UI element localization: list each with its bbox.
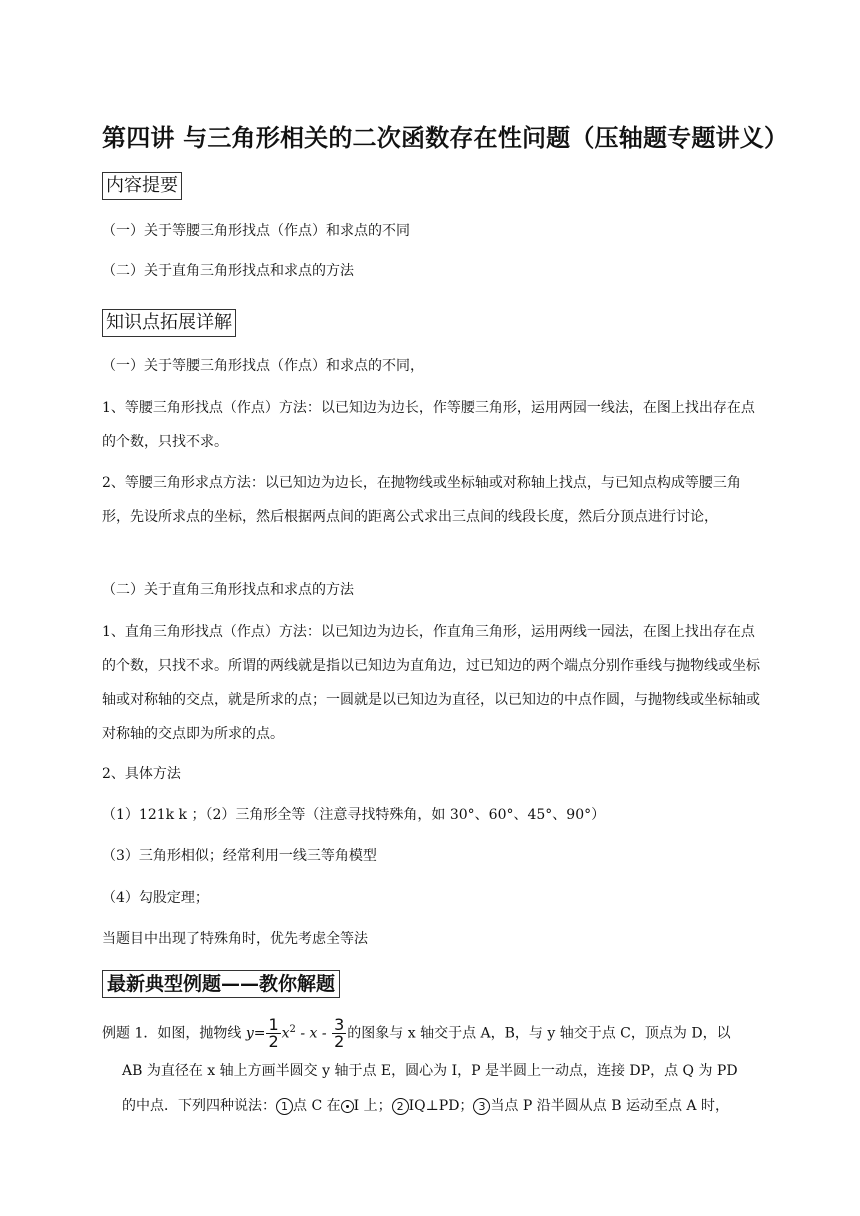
example-1-line-3 [122,1096,729,1116]
knowledge-paragraph-3: 1、直角三角形找点（作点）方法：以已知边为边长，作直角三角形，运用两线一园法，在图上找出存在点的个数，只找不求。所谓的两线就是指以已知边为直角边，过已知边的两个端点分别作垂线与抛物线或坐标轴或对称轴的交点，就是所求的点；一圆就是以已知边为直径，以已知边的中点作圆，与抛物线或坐标轴或对称轴的交点即为所求的点。 [102,624,760,742]
line3-part-b: 点 C 在 [293,1098,341,1114]
circle-symbol-icon [341,1100,354,1113]
knowledge-paragraph-1: 1、等腰三角形找点（作点）方法：以已知边为边长，作等腰三角形，运用两园一线法，在图上找出存在点的个数，只找不求。 [102,400,755,450]
section-heading-knowledge: 知识点拓展详解 [102,309,236,337]
knowledge-paragraph-2: 2、等腰三角形求点方法：以已知边为边长，在抛物线或坐标轴或对称轴上找点，与已知点构成等腰三角形，先设所求点的坐标，然后根据两点间的距离公式求出三点间的线段长度，然后分顶点进行讨论， [102,475,741,525]
page-title: 第四讲 与三角形相关的二次函数存在性问题（压轴题专题讲义） [102,124,789,152]
eq-rest: - x - [295,1025,332,1042]
eq-y: y= [245,1025,266,1042]
line3-part-c: I 上； [353,1098,392,1114]
method-1-2: （1）121k k ；（2）三角形全等（注意寻找特殊角，如 30°、60°、45°、90°） [102,807,606,823]
example-1-line-1 [102,1014,731,1050]
summary-item-2: （二）关于直角三角形找点和求点的方法 [102,263,354,279]
knowledge-subheading-1: （一）关于等腰三角形找点（作点）和求点的不同， [102,358,424,374]
summary-item-1: （一）关于等腰三角形找点（作点）和求点的不同 [102,223,410,239]
eq-exponent: 2 [289,1024,296,1035]
line3-part-a: 的中点．下列四种说法： [122,1098,276,1114]
eq-x: x [281,1025,290,1042]
method-3: （3）三角形相似；经常利用一线三等角模型 [102,848,377,864]
fraction-half: $\frac{1}{2}$ [268,1015,279,1052]
section-heading-summary: 内容提要 [102,172,182,200]
section-heading-examples: 最新典型例题——教你解题 [102,970,340,998]
fraction-three-halves: $\frac{3}{2}$ [334,1015,345,1052]
knowledge-subheading-2: （二）关于直角三角形找点和求点的方法 [102,582,354,598]
circled-number-1: 1 [276,1098,293,1115]
example-line-1-tail: 的图象与 x 轴交于点 A，B，与 y 轴交于点 C，顶点为 D，以 [347,1025,731,1042]
line3-part-e: 当点 P 沿半圆从点 B 运动至点 A 时， [490,1098,729,1114]
circled-number-2: 2 [392,1098,409,1115]
circled-number-3: 3 [473,1098,490,1115]
example-1-line-2: AB 为直径在 x 轴上方画半圆交 y 轴于点 E，圆心为 I，P 是半圆上一动点，连接 DP，点 Q 为 PD [122,1063,738,1079]
example-label: 例题 1．如图，抛物线 [102,1025,246,1042]
special-angle-note: 当题目中出现了特殊角时，优先考虑全等法 [102,931,368,947]
line3-part-d: IQ⊥PD； [408,1098,474,1114]
method-title: 2、具体方法 [102,766,181,782]
method-4: （4）勾股定理； [102,890,209,906]
